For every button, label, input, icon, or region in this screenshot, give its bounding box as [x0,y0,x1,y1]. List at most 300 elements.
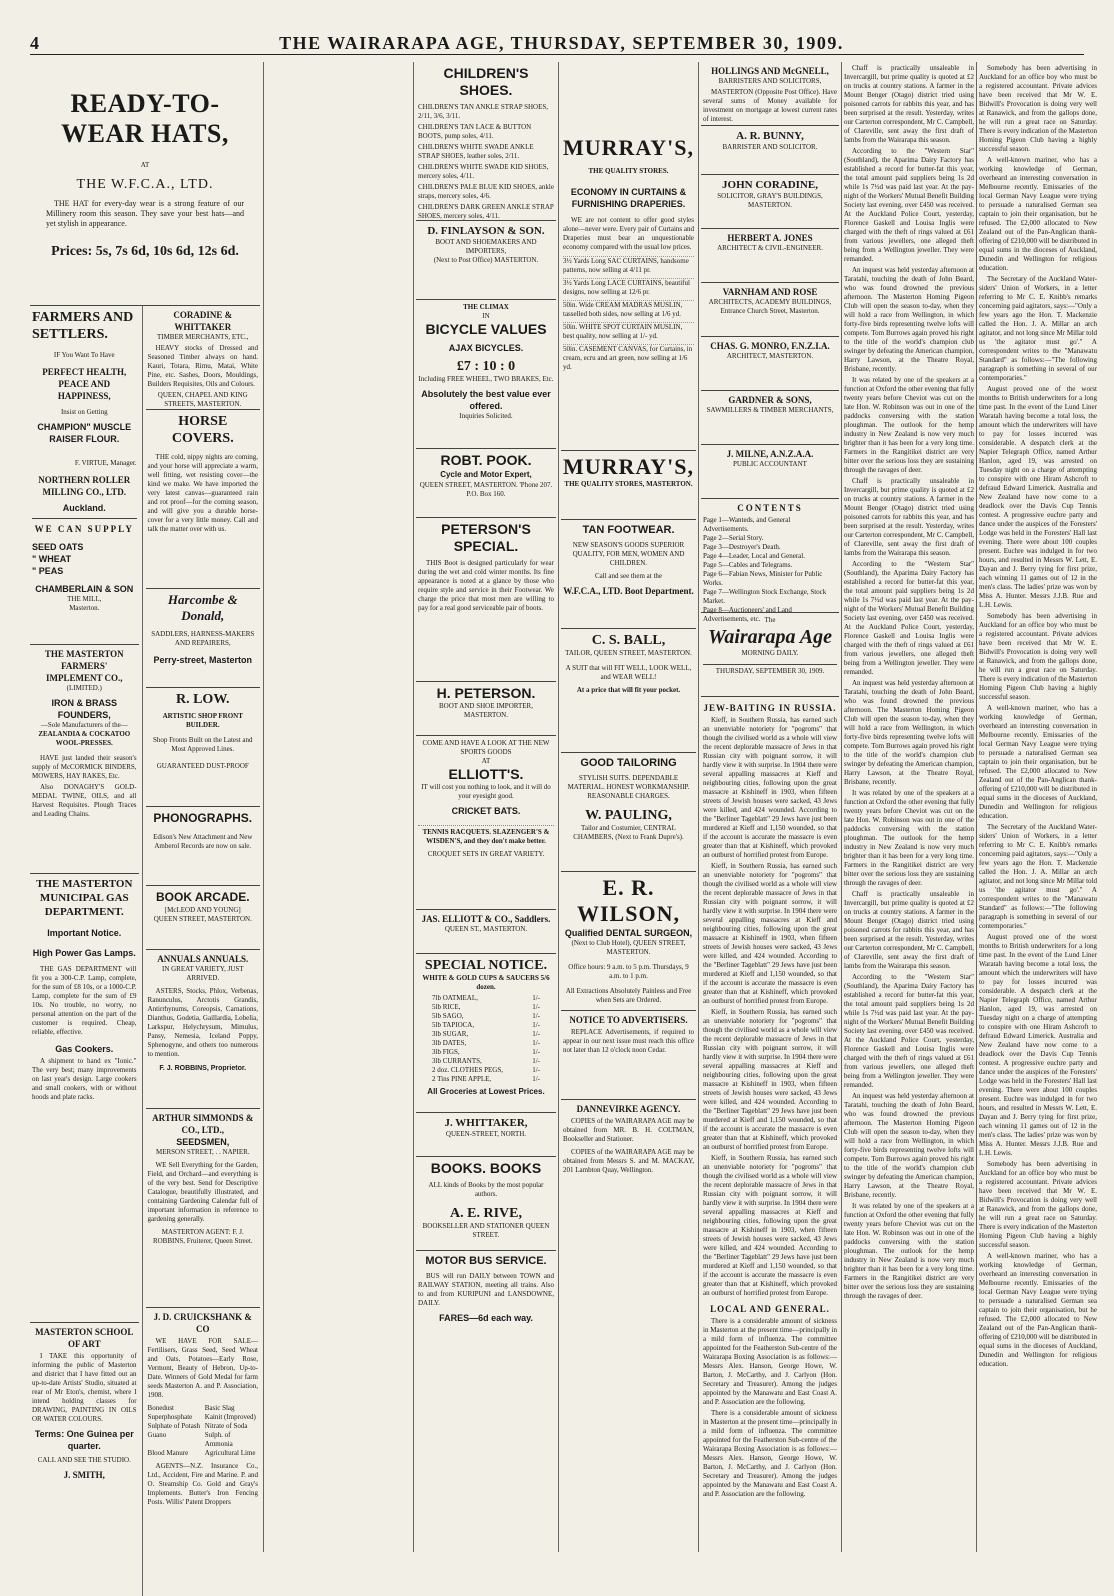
climax-brands: AJAX BICYCLES. [448,343,524,353]
bookarcade-address: QUEEN STREET, MASTERTON. [153,915,252,923]
tailoring-body: STYLISH SUITS. DEPENDABLE MATERIAL. HONEST WORKMANSHIP. REASONABLE CHARGES. [567,774,690,800]
horse-title: HORSE COVERS. [171,414,234,446]
contents-list-item: Page 8—Auctioneers' and Land Advertisements, etc. [703,606,792,623]
special-title: SPECIAL NOTICE. [424,958,548,973]
economy-list-item: 3½ Yards Long SAC CURTAINS, handsome patterns, now selling at 4/11 pr. [563,256,694,275]
pook-sub: Cycle and Motor Expert, [440,470,532,479]
sports-sets: CROQUET SETS IN GREAT VARIETY. [427,850,545,858]
shoes-list-item: CHILDREN'S DARK GREEN ANKLE STRAP SHOES, mercery soles, 4/11. [418,203,554,220]
simmonds-agent: MASTERTON AGENT: F. J. ROBBINS, Fruiterer, Queen Street. [152,1228,253,1245]
special-item-price: 1/- [532,1039,540,1047]
annuals-signature: F. J. ROBBINS, Proprietor. [159,1065,247,1072]
murrays2-title: MURRAY'S, [563,454,695,479]
gas-cookers-body: A shipment to hand ex "Ionic." The very best; many improvements on last year's design. Large cookers and small cookers, with or without hoods and plate racks. [32,1057,137,1101]
column-rule [413,62,414,1552]
harcombe-title: Harcombe & Donald, [167,592,238,623]
sports-at: AT [481,757,491,765]
bunny-card [701,126,839,175]
cruick-fertiliser-item: Sulph. of Ammonia [204,1431,233,1448]
hats-prices: Prices: 5s, 7s 6d, 10s 6d, 12s 6d. [51,244,239,259]
annuals-advertisement [146,950,260,1109]
contents-list [703,516,837,624]
climax-sub: BICYCLE VALUES [425,321,547,337]
supply-firm: CHAMBERLAIN & SON [35,584,134,594]
school-call: CALL AND SEE THE STUDIO. [37,1456,131,1464]
ball-title: C. S. BALL, [591,633,666,648]
supply-mill: THE MILL, [67,595,102,603]
gas-cookers: Gas Cookers. [55,1044,114,1054]
gardner-card [701,391,839,445]
rive-title: A. E. RIVE, [450,1206,522,1221]
low-dust: GUARANTEED DUST-PROOF [156,762,249,770]
monro-sub: ARCHITECT, MASTERTON. [726,352,814,360]
climax-inquiries: Inquiries Solicited. [459,412,513,420]
column-5 [701,62,839,1552]
ball-body: A SUIT that will FIT WELL, LOOK WELL, and WEAR WELL! [565,664,692,681]
masthead-sub: MORNING DAILY. [741,649,799,657]
farmers-line: PERFECT HEALTH, PEACE AND HAPPINESS, [42,367,127,401]
harcombe-advertisement [146,589,260,688]
coradine-solicitor-sub: SOLICITOR, GRAY'S BUILDINGS, MASTERTON. [717,192,823,209]
leader-body: Kieff, in Southern Russia, has earned such an unenviable notoriety for "pogroms" that though the civilised world as a whole will view the recent deplorable massacre of Jews in that Russian city with poignant sorrow, it will hardly view it with surprise. In 1904 there were several appalling massacres at Kieff and neighbouring cities, following upon the great massacre at Kishineff in 1903, when fifteen streets of Jewish houses were sacked, 43 Jews were killed, and 424 wounded. According to the "Berliner Tageblatt" 29 Jews have just been murdered at Kieff and 1,150 wounded, so that if the account is accurate the massacre is even greater than that at Kishineff, which provoked an outburst of horrified protest from Europe. [703,716,837,859]
milne-sub: PUBLIC ACCOUNTANT [733,460,807,468]
monro-title: CHAS. G. MONRO, F.N.Z.I.A. [710,341,830,351]
sports-body: IT will cost you nothing to look, and it will do your eyesight good. [421,783,551,800]
economy-body: WE are not content to offer good styles alone—never were. Every pair of Curtains and Draperies must bear an unquestionable economy compared with the usual low prices. [563,216,694,251]
special-item-name: 5lb TAPIOCA, [432,1021,475,1029]
coradine-body: HEAVY stocks of Dressed and Seasoned Timber always on hand. Kauri, Totara, Rimu, Matai, White Pine, etc. Sashes, Doors, Mouldings, Builders Requisites, Oils and Colours. [147,344,258,388]
wilson-address: (Next to Club Hotel), QUEEN STREET, MASTERTON. [571,939,686,956]
milne-title: J. MILNE, A.N.Z.A.A. [726,449,814,459]
contents-list-item: Page 2—Serial Story. [703,534,764,542]
special-item-price: 1/- [532,1066,540,1074]
low-body: Shop Fronts Built on the Latest and Most Approved Lines. [152,736,253,753]
phono-body: Edison's New Attachment and New Amberol Records are now on sale. [153,833,253,850]
horse-covers-advertisement [146,410,260,589]
simmonds-title: ARTHUR SIMMONDS & CO., LTD., [152,1113,254,1135]
climax-title: THE CLIMAX [463,303,509,311]
coradine-address: QUEEN, CHAPEL AND KING STREETS, MASTERTON. [157,391,248,408]
column-rule [698,62,699,1552]
hats-advertisement [30,62,260,306]
news-paragraph: It was related by one of the speakers at a function at Oxford the other evening that fully twenty years before Cheviot was cut on the late Hon. W. Robinson was out in one of the paddocks conversing with the station ploughman. The outlook for the hemp industry in New Zealand is now very much brighter than it has been for a very long time. Farmers in the Rangitikei district are very bitter over the serious loss they are sustaining through the ravages of deer. [844,376,974,474]
ball-tailor-advertisement [561,629,696,753]
supply-town: Masterton. [69,604,100,612]
news-paragraph: Chaff is practically unsaleable in Invercargill, but prime quality is quoted at £2 on trucks at country stations. A farmer in the Mount Benger (Otago) district tried using poisoned carrots for rabbits this year, and has been surprised at the result. Yesterday, writes our Carterton correspondent, Mr C. Campbell, of Clareville, sent away the first draft of lambs from the Wairarapa this season. [844,477,974,557]
economy-list-item: 3½ Yards Long LACE CURTAINS, beautiful designs, now selling at 12/6 pr. [563,278,694,297]
leader-article [701,703,839,1499]
news-paragraph: According to the "Western Star" (Southland), the Aparima Dairy Factory has established a record for butter-fat this year, the total amount paid suppliers being 1s 2d while 1s 7½d was paid last year. At the pay-night of the Workers' Mutual Benefit Building Society last evening, over £450 was received. At the Auckland Police Court, yesterday, Florence Gaskell and Louisa Inglis were charged with the theft of rings valued at £61 from various jewellers, one alleged theft being from a Wellington jeweller. They were remanded. [844,560,974,676]
cruick-fertiliser-item: Superphosphate [147,1413,193,1421]
column-7 [979,62,1097,1552]
special-price-row [432,994,540,1003]
page-number: 4 [30,33,39,53]
advertisers-body: REPLACE Advertisements, if required to appear in our next issue must reach this office not later than 12 o'clock noon Cedar. [563,1028,694,1054]
peterson-body: THIS Boot is designed particularly for wear during the wet and cold winter months. Its fine appearance is noted at a glance by those who require style and service in their Footwear. We charge the price that most men are willing to pay for a real good serviceable pair of boots. [418,559,554,612]
cruick-fertiliser-item: Agricultural Lime [204,1449,256,1457]
school-body: I TAKE this opportunity of informing the public of Masterton and district that I have fitted out an up-to-date Artists' Studio, situated at rear of Mr Eton's, chemist, where I intend holding classes for DRAWING, PAINTING IN OILS OR WATER COLOURS. [32,1352,137,1423]
implement-trade: IRON & BRASS FOUNDERS, [51,698,118,720]
wilson-sub: Qualified DENTAL SURGEON, [564,928,693,938]
special-sub: WHITE & GOLD CUPS & SAUCERS 5/6 dozen. [422,974,550,991]
shoes-list-item: CHILDREN'S WHITE SWADE KID SHOES, mercery soles, 4/11. [418,163,549,180]
implement-agents: —Sole Manufacturers of the— [40,721,128,729]
cruick-fertiliser-item: Bonedust [147,1404,174,1412]
shoes-list [418,103,554,221]
special-item-price: 1/- [532,1075,540,1083]
ball-sub: TAILOR, QUEEN STREET, MASTERTON. [565,649,692,657]
leader-body-continued: Kieff, in Southern Russia, has earned such an unenviable notoriety for "pogroms" that though the civilised world as a whole will view the recent deplorable massacre of Jews in that Russian city with poignant sorrow, it will hardly view it with surprise. In 1904 there were several appalling massacres at Kieff and neighbouring cities, following upon the great massacre at Kishineff in 1903, when fifteen streets of Jewish houses were sacked, 43 Jews were killed, and 424 wounded. According to the "Berliner Tageblatt" 29 Jews have just been murdered at Kieff and 1,150 wounded, so that if the account is accurate the massacre is even greater than that at Kishineff, which provoked an outburst of horrified protest from Europe. [703,1008,837,1151]
news-paragraph: Somebody has been advertising in Auckland for an office boy who must be a registered accountant. Private advices have been received that Mr W. E. Bidwill's Provocation is doing very well at Ranawick, and from the gallops done, he will run a great race on Saturday. There is every indication of the Masterton Homing Pigeon Club having a highly successful season. [979,1160,1097,1249]
page-header [30,30,1084,55]
climax-best: Absolutely the best value ever offered. [421,389,551,411]
economy-list [563,256,694,372]
annuals-title: ANNUALS ANNUALS. [157,954,249,964]
wilson-dental-advertisement [561,872,696,1011]
column-6 [844,62,974,1552]
special-item-price: 1/- [532,1012,540,1020]
motor-title: MOTOR BUS SERVICE. [425,1255,547,1267]
tan-title: TAN FOOTWEAR. [582,524,675,536]
simmonds-address: MERSON STREET, . . NAPIER. [155,1148,250,1156]
special-item-name: 5lb RICE, [432,1003,461,1011]
cruick-fertiliser-item: Sulphate of Potash [147,1422,201,1430]
hollings-sub: BARRISTERS AND SOLICITORS, [718,77,822,85]
climax-price: £7 : 10 : 0 [456,359,516,374]
childrens-shoes-advertisement [416,62,556,221]
monro-card [701,337,839,391]
special-item-price: 1/- [532,1057,540,1065]
phono-title: PHONOGRAPHS. [153,811,253,825]
wilson-hours: Office hours: 9 a.m. to 5 p.m. Thursdays, 9 a.m. to 1 p.m. [568,963,689,980]
elliott-address: QUEEN ST., MASTERTON. [444,925,528,933]
climax-advertisement [416,300,556,449]
column-3 [416,62,556,1552]
low-words: ARTISTIC SHOP FRONT BUILDER. [162,712,243,729]
special-item-price: 1/- [532,1030,540,1038]
implement-body: Also DONAGHY'S GOLD-MEDAL TWINE, OILS, and all Harvest Requisites. Plough Traces and Leading Chains. [32,783,137,818]
hats-body: THE HAT for every-day wear is a strong feature of our Millinery room this season. They save your best hats—and yet stylish in appearance. [46,199,244,228]
shoes-title: CHILDREN'S SHOES. [443,65,529,98]
sports-bats: CRICKET BATS. [451,806,521,816]
annuals-sub: IN GREAT VARIETY, JUST ARRIVED. [161,965,244,982]
gardner-sub: SAWMILLERS & TIMBER MERCHANTS, [706,406,834,414]
murrays2-sub: THE QUALITY STORES, MASTERTON. [564,480,693,488]
varnham-sub: ARCHITECTS, ACADEMY BUILDINGS, Entrance Church Street, Masterton. [708,298,832,315]
column-1 [30,62,260,1552]
wilson-title: E. R. WILSON, [577,875,680,926]
dannevirke-agency-notice [561,1100,696,1188]
gas-lamps: High Power Gas Lamps. [32,948,136,958]
cruick-fertiliser-item: Basic Slag [204,1404,235,1412]
cruick-fertiliser-list [148,1404,258,1458]
h-peterson-advertisement [416,682,556,736]
murrays-title: MURRAY'S, [563,135,695,160]
cruick-fertiliser-item: Blood Manure [147,1449,189,1457]
murrays-sub: THE QUALITY STORES. [588,167,669,175]
news-paragraph: An inquest was held yesterday afternoon at Taratahi, touching the death of John Beard, who was found drowned the previous afternoon. The Masterton Homing Pigeon Club will open the season to-day, when they will hold a race from Wellington, in which forty-five birds representing twelve lofts will compete. Tom Burrows again proved his right to the title of the world's champion club swinger by defeating the American champion, Harry Lawson, at the Theatre Royal, Brisbane, recently. [844,679,974,786]
special-item-price: 1/- [532,1048,540,1056]
school-title: MASTERTON SCHOOL OF ART [35,1327,134,1349]
phonographs-advertisement [146,807,260,886]
special-price-list [418,992,554,1086]
implement-ltd: (LIMITED.) [66,684,102,692]
murrays-curtains-advertisement [561,62,696,451]
simmonds-advertisement [146,1109,260,1308]
shoes-list-item: CHILDREN'S TAN ANKLE STRAP SHOES, 2/11, 3/6, 3/11. [418,103,549,120]
tailoring-title: GOOD TAILORING [580,757,677,769]
school-terms: Terms: One Guinea per quarter. [34,1429,134,1451]
economy-title: ECONOMY IN CURTAINS & FURNISHING DRAPERIES. [570,187,687,209]
special-price-row [432,1075,540,1084]
local-title: LOCAL AND GENERAL. [710,1304,830,1314]
motor-fares: FARES—6d each way. [439,1313,533,1323]
elliott-advertisement [416,910,556,954]
contents-list-item: Page 1—Wanteds, and General Advertisements. [703,516,791,533]
news-paragraph: August proved one of the worst months to British underwriters for a long time past. In the event of the Lund Liner Waratah having become a total loss, the amount which the underwriters will have to pay for losses incurred was considerable. A despatch clerk at the Napier Telegraph Office, named Arthur Hanlon, aged 19, was arrested on Tuesday night on a charge of attempting to conspire with one Hiram Ashcroft to defraud Edward Limerick. Australia and New Zealand have now come to a deadlock over the Davis Cup Tennis contest. A progressive euchre party and dance under the auspices of the Foresters' Lodge was held in the Foresters' Hall last evening. There were about 100 couples present. Euchre was indulged in for two hours, and resulted in Messrs W. Lett, E. Dayan and J. Berry tying for first prize, each winning 11 games out of 12 in the men's class. The ladies' prize was won by Miss A. Hunter. Messrs J.J.B. Rue and L.H. Lewis. [979,933,1097,1157]
economy-list-item: 50in. WHITE SPOT CURTAIN MUSLIN, best quality, now selling at 1/- yd. [563,322,694,341]
special-item-name: 7lb OATMEAL, [432,994,478,1002]
gas-notice: Important Notice. [47,928,122,938]
jones-sub: ARCHITECT & CIVIL-ENGINEER. [717,244,823,252]
news-paragraph: The Secretary of the Auckland Water-siders' Union of Workers, in a letter referring to Mr C. E. Knibb's remarks concerning paid agitators, says:—"Only a few years ago the Hon. T. Mackenzie called the Hon. J. A. Millar an arch agitator, and not long since Mr Millar told us 'the agitator must go'." A correspondent writes to the "Manawatu Standard" as follows:—"The following paragraph is something in several of our contemporaries." [979,275,1097,382]
pauling-title: W. PAULING, [585,808,672,823]
implement-body: HAVE just landed their season's supply of McCORMICK BINDERS, MOWERS, HAY RAKES, Etc. [32,754,137,780]
tan-footwear-advertisement [561,520,696,629]
farmers-line: Insist on Getting [60,408,108,416]
harcombe-address: Perry-street, Masterton [153,655,253,665]
farmers-signature: F. VIRTUE, Manager. [74,459,137,467]
supply-item: SEED OATS [32,542,84,552]
tan-body: NEW SEASON'S GOODS SUPERIOR QUALITY, FOR MEN, WOMEN AND CHILDREN. [572,541,685,567]
books-body: ALL kinds of Books by the most popular authors. [428,1181,544,1198]
local-body: There is a considerable amount of sickness in Masterton at the present time—principally in a mild form of influenza. The committee appointed for the Featherston Sub-centre of the Wairarapa Boxing Association is as follows:—Messrs Alex. Hanson, George Howe, W. Barton, J. McCarthy, and J. Carlyon (Hon. Secretary and Treasurer). Among the judges appointed by the Manawatu and East Coast A. and P. Association are the following. [703,1317,837,1406]
special-item-name: 3lb CURRANTS, [432,1057,482,1065]
special-price-row [432,1048,540,1057]
farmers-mill: NORTHERN ROLLER MILLING CO., LTD. [38,475,131,497]
dannevirke-title: DANNEVIRKE AGENCY. [576,1104,681,1114]
farmers-product: CHAMPION" MUSCLE RAISER FLOUR. [37,422,132,444]
hollings-title: HOLLINGS AND McGNELL, [711,66,829,76]
masthead-date: THURSDAY, SEPTEMBER 30, 1909. [703,664,837,676]
coradine-whittaker-advertisement [146,306,260,410]
bunny-sub: BARRISTER AND SOLICITOR. [722,143,818,151]
implement-advertisement [30,645,139,874]
pauling-sub: Tailor and Costumier, CENTRAL CHAMBERS, (Next to Frank Dupre's). [573,824,684,841]
gas-title: THE MASTERTON MUNICIPAL GAS DEPARTMENT. [36,878,133,918]
tan-store: W.F.C.A., LTD. Boot Department. [563,586,694,596]
simmonds-body: WE Sell Everything for the Garden, Field, and Orchard—and everything is of the very best. Send for Descriptive Catalogue, beautifully illustrated, and containing Gardening Calendar full of important information in reference to gardening generally. [147,1161,258,1223]
leader-title: JEW-BAITING IN RUSSIA. [703,703,837,713]
pook-address: QUEEN STREET, MASTERTON. 'Phone 207. P.O. Box 160. [419,481,553,498]
low-advertisement [146,688,260,807]
supply-title: WE CAN SUPPLY [34,524,134,534]
supply-item: " WHEAT [32,554,72,564]
coradine-sub: TIMBER MERCHANTS, ETC., [156,333,249,341]
special-item-name: 5lb SAGO, [432,1012,464,1020]
sports-title: ELLIOTT'S. [448,766,524,782]
peterson-title: PETERSON'S SPECIAL. [441,521,531,554]
hats-at: AT [140,161,150,169]
book-arcade-advertisement [146,886,260,950]
hats-store: THE W.F.C.A., LTD. [76,177,214,192]
copies-body: COPIES of the WAIRARAPA AGE may be obtained from Messrs S. and M. MACKAY, 201 Lambton Quay, Wellington. [563,1148,694,1174]
special-item-name: 3lb DATES, [432,1039,467,1047]
special-item-price: 1/- [532,1021,540,1029]
column-rule [841,62,842,1552]
varnham-title: VARNHAM AND ROSE [722,287,818,297]
murrays-masterton-advertisement [561,451,696,520]
elliott-title: JAS. ELLIOTT & CO., Saddlers. [421,914,551,924]
jones-card [701,229,839,283]
column-rule [976,62,977,1552]
news-paragraph: A well-known mariner, who has a working knowledge of German, overheard an interesting conversation in Melbourne recently. Emissaries of the local German Navy League were trying to persuade a naturalised German sea captain to join their organisation, but he refused. The £2,000 allocated to New Zealand out of the Pan-Anglican thank-offering of £210,000 will be distributed in equal sums in the dioceses of Auckland, Dunedin and Wellington for religious education. [979,704,1097,820]
news-paragraph: Somebody has been advertising in Auckland for an office boy who must be a registered accountant. Private advices have been received that Mr W. E. Bidwill's Provocation is doing very well at Ranawick, and from the gallops done, he will run a great race on Saturday. There is every indication of the Masterton Homing Pigeon Club having a highly successful season. [979,612,1097,701]
newspaper-title: THE WAIRARAPA AGE, THURSDAY, SEPTEMBER 30, 1909. [279,33,844,53]
farmers-line: IF You Want To Have [53,351,115,359]
news-paragraph: A well-known mariner, who has a working knowledge of German, overheard an interesting conversation in Melbourne recently. Emissaries of the local German Navy League were trying to persuade a naturalised German sea captain to join their organisation, but he refused. The £2,000 allocated to New Zealand out of the Pan-Anglican thank-offering of £210,000 will be distributed in equal sums in the dioceses of Auckland, Dunedin and Wellington for religious education. [979,1252,1097,1368]
varnham-card [701,283,839,337]
motor-body: BUS will run DAILY between TOWN and RAILWAY STATION, meeting all trains. Also to and from KURIPUNI and LANSDOWNE, DAILY. [418,1272,554,1307]
finlayson-title: D. FINLAYSON & SON. [427,225,545,237]
supply-item: " PEAS [32,566,64,576]
sports-head: COME AND HAVE A LOOK AT THE NEW SPORTS GOODS [422,739,550,756]
cruickshank-advertisement [146,1308,260,1596]
column-rule [558,62,559,1552]
news-paragraph: The Secretary of the Auckland Water-siders' Union of Workers, in a letter referring to Mr C. E. Knibb's remarks concerning paid agitators, says:—"Only a few years ago the Hon. T. Mackenzie called the Hon. J. A. Millar an arch agitator, and not long since Mr Millar told us 'the agitator must go'." A correspondent writes to the "Manawatu Standard" as follows:—"The following paragraph is something in several of our contemporaries." [979,823,1097,930]
books-advertisement [416,1157,556,1251]
coradine-solicitor-title: JOHN CORADINE, [722,179,818,191]
sports-balls: TENNIS RACQUETS. SLAZENGER'S & WISDEN'S, and they don't make better. [422,828,550,845]
column-4 [561,62,696,1552]
economy-list-item: 50in. CASEMENT CANVAS, for Curtains, in cream, ecru and art green, now selling at 1/6 yd. [563,345,693,371]
special-notice-advertisement [416,954,556,1113]
news-paragraph: August proved one of the worst months to British underwriters for a long time past. In the event of the Lund Liner Waratah having become a total loss, the amount which the underwriters will have to pay for losses incurred was considerable. A despatch clerk at the Napier Telegraph Office, named Arthur Hanlon, aged 19, was arrested on Tuesday night on a charge of attempting to conspire with one Hiram Ashcroft to defraud Edward Limerick. Australia and New Zealand have now come to a deadlock over the Davis Cup Tennis contest. A progressive euchre party and dance under the auspices of the Foresters' Lodge was held in the Foresters' Hall last evening. There were about 100 couples present. Euchre was indulged in for two hours, and resulted in Messrs W. Lett, E. Dayan and J. Berry tying for first prize, each winning 11 games out of 12 in the men's class. The ladies' prize was won by Miss A. Hunter. Messrs J.J.B. Rue and L.H. Lewis. [979,385,1097,609]
shoes-list-item: CHILDREN'S WHITE SWADE ANKLE STRAP SHOES, leather soles, 2/11. [418,143,534,160]
good-tailoring-advertisement [561,753,696,872]
hats-title: READY-TO-WEAR HATS, [61,89,229,148]
leader-body-continued: Kieff, in Southern Russia, has earned such an unenviable notoriety for "pogroms" that though the civilised world as a whole will view the recent deplorable massacre of Jews in that Russian city with poignant sorrow, it will hardly view it with surprise. In 1904 there were several appalling massacres at Kieff and neighbouring cities, following upon the great massacre at Kishineff in 1903, when fifteen streets of Jewish houses were sacked, 43 Jews were killed, and 424 wounded. According to the "Berliner Tageblatt" 29 Jews have just been murdered at Kieff and 1,150 wounded, so that if the account is accurate the massacre is even greater than that at Kishineff, which provoked an outburst of horrified protest from Europe. [703,862,837,1005]
jones-title: HERBERT A. JONES [727,233,813,243]
school-advertisement [30,1323,139,1481]
cruick-fertiliser-item: Guano [147,1431,167,1439]
special-price-row [432,1012,540,1021]
contents-list-item: Page 3—Destroyer's Death. [703,543,781,551]
hpeterson-sub: BOOT AND SHOE IMPORTER, MASTERTON. [439,702,533,719]
special-price-row [432,1021,540,1030]
gas-body: THE GAS DEPARTMENT will fit you a 300-C.P. Lamp, complete, for the sum of £8 10s, or a 1000-C.P. Lamp, complete for the sum of £9 10s. No trouble, no worry, no personal attention on the part of the customer is required. Cheap, reliable, effective. [32,965,137,1036]
news-paragraph: An inquest was held yesterday afternoon at Taratahi, touching the death of John Beard, who was found drowned the previous afternoon. The Masterton Homing Pigeon Club will open the season to-day, when they will hold a race from Wellington, in which forty-five birds representing twelve lofts will compete. Tom Burrows again proved his right to the title of the world's champion club swinger by defeating the American champion, Harry Lawson, at the Theatre Royal, Brisbane, recently. [844,1092,974,1199]
peterson-special-advertisement [416,518,556,682]
milne-card [701,445,839,499]
contents-list-item: Page 6—Fabian News, Minister for Public Works. [703,570,823,587]
whittaker-address: QUEEN-STREET, NORTH. [445,1130,527,1138]
news-paragraph: A well-known mariner, who has a working knowledge of German, overheard an interesting conversation in Melbourne recently. Emissaries of the local German Navy League were trying to persuade a naturalised German sea captain to join their organisation, but he refused. The £2,000 allocated to New Zealand out of the Pan-Anglican thank-offering of £210,000 will be distributed in equal sums in the dioceses of Auckland, Dunedin and Wellington for religious education. [979,156,1097,272]
local-body-continued: There is a considerable amount of sickness in Masterton at the present time—principally in a mild form of influenza. The committee appointed for the Featherston Sub-centre of the Wairarapa Boxing Association is as follows:—Messrs Alex. Hanson, George Howe, W. Barton, J. McCarthy, and J. Carlyon (Hon. Secretary and Treasurer). Among the judges appointed by the Manawatu and East Coast A. and P. Association are the following. [703,1409,837,1498]
motor-bus-advertisement [416,1251,556,1369]
shoes-list-item: CHILDREN'S TAN LACE & BUTTON BOOTS, pump soles, 4/11. [418,123,532,140]
coradine-solicitor-card [701,175,839,229]
tan-call: Call and see them at the [594,572,663,580]
bookarcade-sub: [McLEOD AND YOUNG] [164,906,241,914]
news-paragraph: An inquest was held yesterday afternoon at Taratahi, touching the death of John Beard, who was found drowned the previous afternoon. The Masterton Homing Pigeon Club will open the season to-day, when they will hold a race from Wellington, in which forty-five birds representing twelve lofts will compete. Tom Burrows again proved his right to the title of the world's champion club swinger by defeating the American champion, Harry Lawson, at the Theatre Royal, Brisbane, recently. [844,266,974,373]
pook-title: ROBT. POOK. [440,452,532,468]
cruick-fertiliser-item: Nitrate of Soda [204,1422,248,1430]
finlayson-advertisement [416,221,556,300]
contents-list-item: Page 5—Cables and Telegrams. [703,561,793,569]
special-price-row [432,1030,540,1039]
finlayson-address: (Next to Post Office) MASTERTON. [433,256,539,264]
cruick-fertiliser-item: Kainit (Improved) [204,1413,256,1421]
hpeterson-title: H. PETERSON. [436,685,536,701]
special-item-price: 1/- [532,1003,540,1011]
rive-sub: BOOKSELLER AND STATIONER QUEEN STREET. [422,1222,550,1239]
news-paragraph: Chaff is practically unsaleable in Invercargill, but prime quality is quoted at £2 on trucks at country stations. A farmer in the Mount Benger (Otago) district tried using poisoned carrots for rabbits this year, and has been surprised at the result. Yesterday, writes our Carterton correspondent, Mr C. Campbell, of Clareville, sent away the first draft of lambs from the Wairarapa this season. [844,64,974,144]
sports-goods-advertisement [416,736,556,910]
farmers-town: Auckland. [62,503,106,513]
advertisers-notice [561,1011,696,1100]
column-rule [263,62,264,1552]
gardner-title: GARDNER & SONS, [728,395,812,405]
cruick-body: WE HAVE FOR SALE—Fertilisers, Grass Seed, Seed Wheat and Oats, Potatoes—Early Rose, Vermont, Beauty of Hebron, Up-to-Date. Winners of Gold Medal for farm seeds Masterton A. and P. Association, 1908. [147,1337,258,1399]
horse-body: THE cold, nippy nights are coming, and your horse will appreciate a warm, well fitting, wet resisting cover—the kind we make. We have imported the very latest canvas—guaranteed rain and rot proof—for the coming season, and will give you a durable horse-cover for a very little money. Call and talk the matter over with us. [147,453,258,533]
hollings-card [701,62,839,126]
special-item-price: 1/- [532,994,540,1002]
climax-includes: Including FREE WHEEL, TWO BRAKES, Etc. [418,375,554,383]
news-paragraph: Chaff is practically unsaleable in Invercargill, but prime quality is quoted at £2 on trucks at country stations. A farmer in the Mount Benger (Otago) district tried using poisoned carrots for rabbits this year, and has been surprised at the result. Yesterday, writes our Carterton correspondent, Mr C. Campbell, of Clareville, sent away the first draft of lambs from the Wairarapa this season. [844,890,974,970]
harcombe-sub: SADDLERS, HARNESS-MAKERS AND REPAIRERS, [151,630,255,647]
contents-list-item: Page 7—Wellington Stock Exchange, Stock Market. [703,588,827,605]
special-price-row [432,1066,540,1075]
whittaker-title: J. WHITTAKER, [444,1117,528,1129]
advertisers-title: NOTICE TO ADVERTISERS. [569,1015,688,1025]
shoes-list-item: CHILDREN'S PALE BLUE KID SHOES, ankle straps, mercery soles, 4/6. [418,183,554,200]
news-paragraph: It was related by one of the speakers at a function at Oxford the other evening that fully twenty years before Cheviot was cut on the late Hon. W. Robinson was out in one of the paddocks conversing with the station ploughman. The outlook for the hemp industry in New Zealand is now very much brighter than it has been for a very long time. Farmers in the Rangitikei district are very bitter over the serious loss they are sustaining through the ravages of deer. [844,789,974,887]
masthead-the: The [764,616,776,624]
special-item-name: 2 doz. CLOTHES PEGS, [432,1066,503,1074]
school-signature: J. SMITH, [63,1470,105,1480]
news-paragraph: Somebody has been advertising in Auckland for an office boy who must be a registered accountant. Private advices have been received that Mr W. E. Bidwill's Provocation is doing very well at Ranawick, and from the gallops done, he will run a great race on Saturday. There is every indication of the Masterton Homing Pigeon Club having a highly successful season. [979,64,1097,153]
farmers-advertisement [30,306,139,645]
special-price-row [432,1003,540,1012]
climax-in: IN [482,312,490,320]
books-title: BOOKS. BOOKS [430,1160,542,1176]
simmonds-sub: SEEDSMEN, [176,1137,230,1147]
news-paragraph: It was related by one of the speakers at a function at Oxford the other evening that fully twenty years before Cheviot was cut on the late Hon. W. Robinson was out in one of the paddocks conversing with the station ploughman. The outlook for the hemp industry in New Zealand is now very much brighter than it has been for a very long time. Farmers in the Rangitikei district are very bitter over the serious loss they are sustaining through the ravages of deer. [844,1202,974,1300]
special-item-name: 3lb FIGS, [432,1048,460,1056]
cruick-title: J. D. CRUICKSHANK & CO [153,1312,252,1334]
annuals-body: ASTERS, Stocks, Phlox, Verbenas, Ranunculus, Arctotis Grandis, Antirrhynums, Coreopsis, Carnations, Dianthus, Godetia, Gaillardia, Lobelia, Larkspur, Helychrysum, Mimulus, Pansy, Nemesia, Iceland Poppy, Sphenogyne, and others too numerous to mention. [147,987,258,1058]
special-price-row [432,1057,540,1066]
bookarcade-title: BOOK ARCADE. [155,890,250,904]
bunny-title: A. R. BUNNY, [736,130,804,142]
special-groceries: All Groceries at Lowest Prices. [427,1087,545,1096]
pook-advertisement [416,449,556,518]
finlayson-sub: BOOT AND SHOEMAKERS AND IMPORTERS, [435,238,537,255]
masthead-title: Wairarapa Age [708,626,832,648]
wilson-extra: All Extractions Absolutely Painless and Free when Sets are Ordered. [565,987,692,1004]
masthead [701,613,839,697]
farmers-title: FARMERS AND SETTLERS. [32,310,134,342]
dannevirke-body: COPIES of the WAIRARAPA AGE may be obtained from MR. B. H. COLTMAN, Bookseller and Stationer. [563,1117,694,1143]
ball-price: At a price that will fit your pocket. [576,686,681,694]
special-price-row [432,1039,540,1048]
low-title: R. LOW. [175,692,230,707]
implement-products: ZEALANDIA & COCKATOO WOOL-PRESSES. [38,730,131,747]
coradine-title: CORADINE & WHITTAKER [173,310,233,332]
contents-title: CONTENTS [737,503,803,513]
gas-advertisement [30,874,139,1323]
